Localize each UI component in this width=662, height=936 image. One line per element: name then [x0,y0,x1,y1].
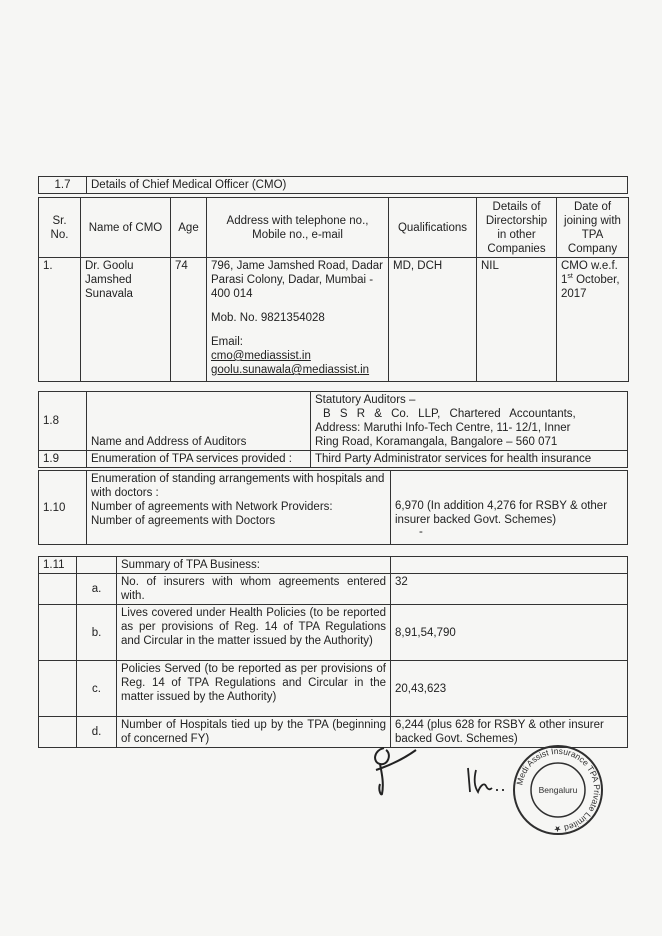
col-header-directorship: Details of Directorship in other Companies [477,198,557,258]
section-1-8-table [38,391,628,468]
row-key: a. [77,574,117,605]
auditors-label: Name and Address of Auditors [87,392,311,451]
section-number: 1.8 [39,392,87,451]
col-header-age: Age [171,198,207,258]
cmo-address-cell [207,258,389,382]
cmo-mobile: Mob. No. 9821354028 [211,312,325,324]
cmo-address: 796, Jame Jamshed Road, Dadar Parasi Colony, Dadar, Mumbai - 400 014 [211,260,383,300]
col-header-address: Address with telephone no., Mobile no., e-mail [207,198,389,258]
section-number: 1.9 [39,451,87,468]
section-1-10-table [38,470,628,545]
cmo-qualifications: MD, DCH [389,258,477,382]
cmo-table [38,197,629,382]
col-header-sr-no: Sr. No. [39,198,81,258]
section-1-11-table [38,556,628,748]
col-header-name: Name of CMO [81,198,171,258]
cmo-date-joining: CMO w.e.f. 1st October, 2017 [557,258,629,382]
company-stamp-image [510,742,606,838]
row-key: d. [77,717,117,748]
col-header-qualifications: Qualifications [389,198,477,258]
row-key: b. [77,605,117,661]
section-number: 1.11 [39,557,77,574]
section-number: 1.10 [39,471,87,545]
section-number: 1.7 [39,177,87,194]
cmo-name: Dr. Goolu Jamshed Sunavala [81,258,171,382]
tpa-services-value: Third Party Administrator services for health insurance [311,451,628,468]
arrangements-value: 6,970 (In addition 4,276 for RSBY & other insurer backed Govt. Schemes) - [391,471,628,545]
col-header-date-joining: Date of joining with TPA Company [557,198,629,258]
auditors-value: Statutory Auditors – B S R & Co. LLP, Chartered Accountants, Address: Maruthi Info-Tech Centre, 11- 12/1, Inner Ring Road, Koramangala, Bangalore – 560 071 [311,392,628,451]
cmo-email-1[interactable]: cmo@mediassist.in [211,350,311,362]
row-value: 8,91,54,790 [391,605,628,661]
cmo-sr: 1. [39,258,81,382]
row-key: c. [77,661,117,717]
svg-text:Medi Assist Insurance TPA Priv: Medi Assist Insurance TPA Private Limited ★ [514,745,603,835]
tpa-services-label: Enumeration of TPA services provided : [87,451,311,468]
row-value: 6,244 (plus 628 for RSBY & other insurer backed Govt. Schemes) [391,717,628,748]
section-1-7-heading [38,176,628,194]
signature-2-image [462,764,512,800]
cmo-directorship: NIL [477,258,557,382]
row-value: 20,43,623 [391,661,628,717]
row-label: No. of insurers with whom agreements entered with. [117,574,391,605]
cmo-email-2[interactable]: goolu.sunawala@mediassist.in [211,364,370,376]
summary-title: Summary of TPA Business: [117,557,391,574]
svg-text:Bengaluru: Bengaluru [538,785,578,795]
row-label: Lives covered under Health Policies (to be reported as per provisions of Reg. 14 of TPA Regulations and Circular in the matter issued by the Authority) [117,605,391,661]
row-label: Policies Served (to be reported as per provisions of Reg. 14 of TPA Regulations and Circular in the matter issued by the Authority) [117,661,391,717]
arrangements-label: Enumeration of standing arrangements with hospitals and with doctors : Number of agreements with Network Providers: Number of agreements with Doctors [87,471,391,545]
signature-1-image [362,740,422,800]
row-value: 32 [391,574,628,605]
row-label: Number of Hospitals tied up by the TPA (beginning of concerned FY) [117,717,391,748]
cmo-email-label: Email: [211,336,243,348]
section-title: Details of Chief Medical Officer (CMO) [87,177,628,194]
cmo-age: 74 [171,258,207,382]
